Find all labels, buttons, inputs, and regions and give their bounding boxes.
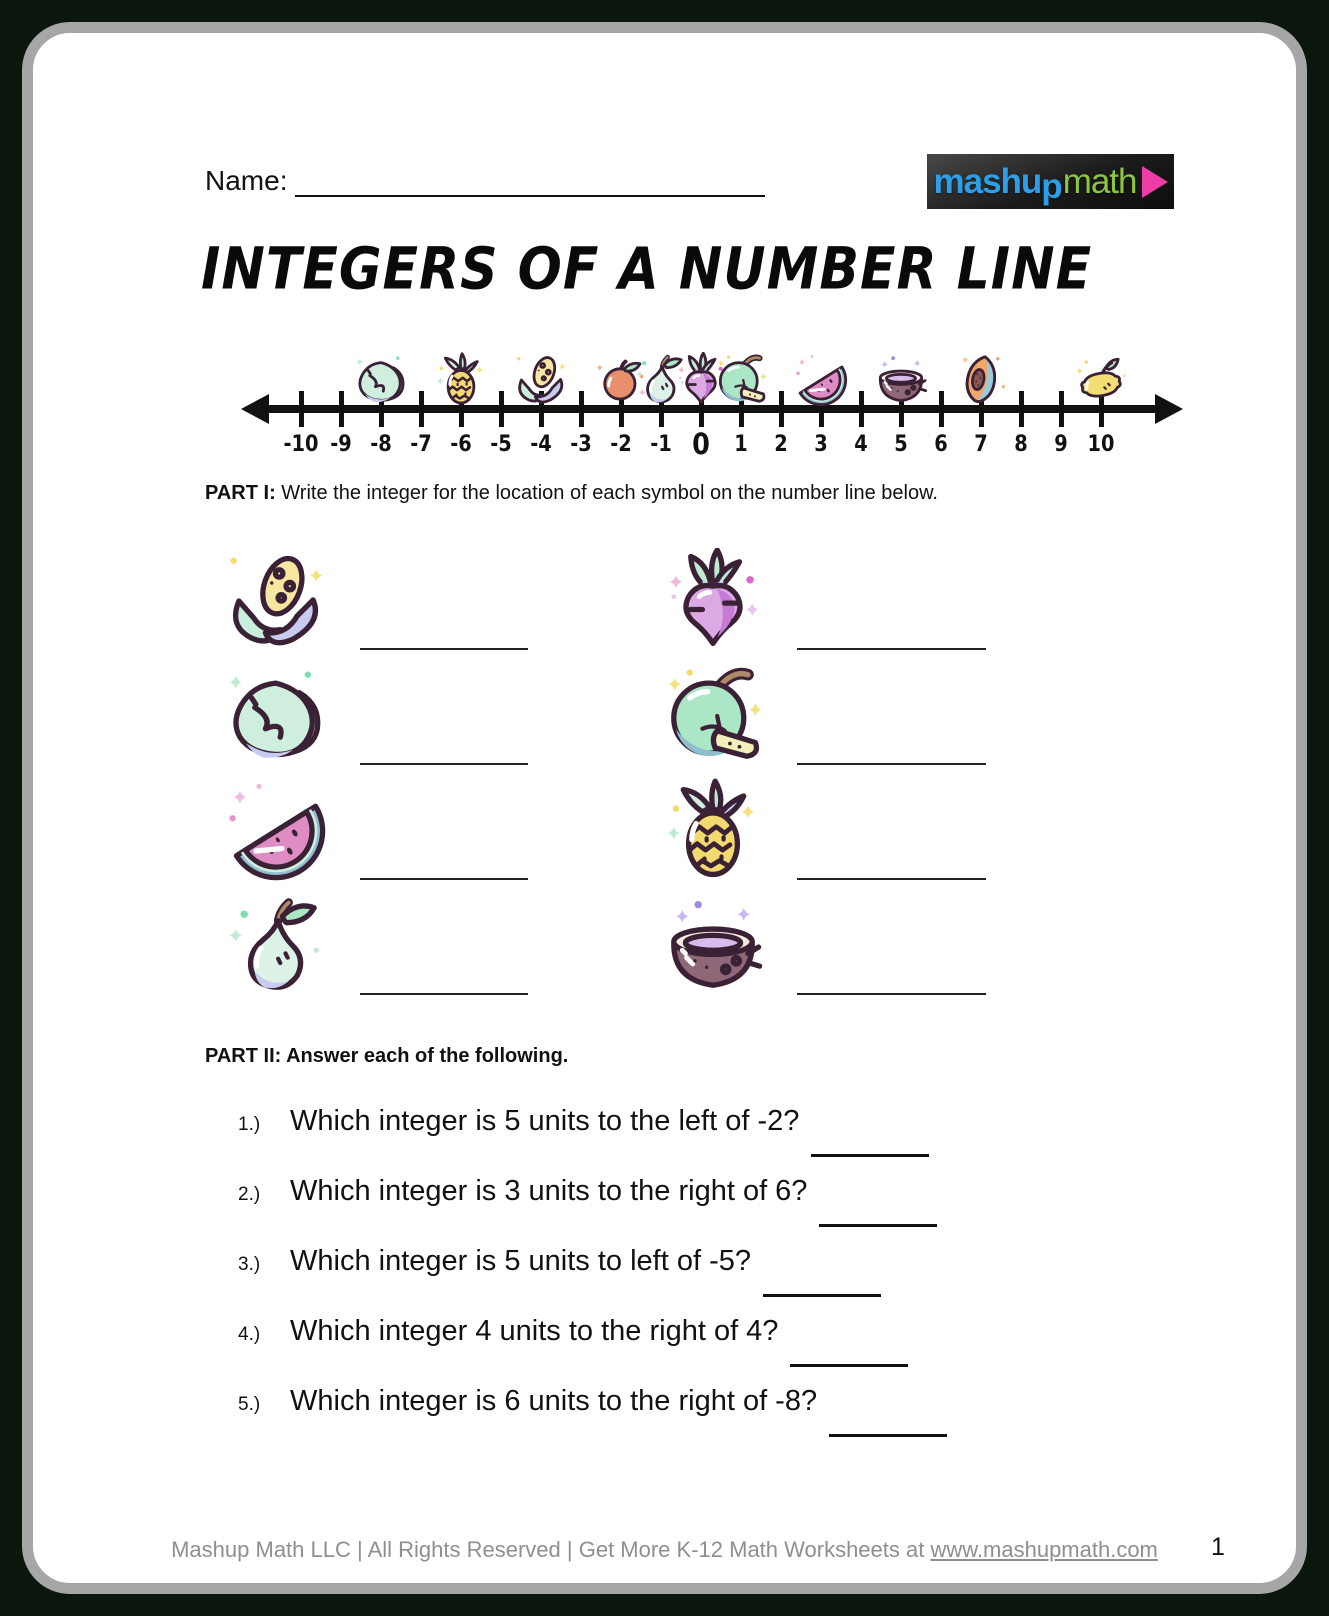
lemon-icon bbox=[1073, 352, 1129, 408]
tick-label: -1 bbox=[650, 432, 672, 457]
radish-icon bbox=[660, 548, 766, 654]
question-text: Which integer 4 units to the right of 4? bbox=[290, 1315, 779, 1347]
question-text: Which integer is 5 units to left of -5? bbox=[290, 1245, 751, 1277]
answer-blank[interactable] bbox=[829, 1434, 947, 1437]
tick-label: 0 bbox=[692, 427, 710, 461]
part1-icon-cell bbox=[653, 778, 773, 884]
part1-row bbox=[216, 541, 528, 656]
part1-icon-cell bbox=[653, 893, 773, 999]
tick-label: 3 bbox=[814, 432, 828, 457]
part1-heading-rest: Write the integer for the location of each symbol on the number line below. bbox=[275, 482, 938, 504]
question-row bbox=[238, 1105, 1088, 1175]
question-row bbox=[238, 1245, 1088, 1315]
question-row bbox=[238, 1385, 1088, 1455]
part1-icon-cell bbox=[216, 548, 336, 654]
question-number: 2.) bbox=[238, 1184, 261, 1205]
answer-blank[interactable] bbox=[790, 1364, 908, 1367]
number-line bbox=[241, 335, 1183, 467]
footer-link[interactable]: www.mashupmath.com bbox=[930, 1537, 1158, 1562]
tick-label: -9 bbox=[330, 432, 352, 457]
right-arrow-icon bbox=[1155, 394, 1183, 424]
part1-row bbox=[216, 886, 528, 1001]
tick-label: 4 bbox=[854, 432, 868, 457]
tick-label: 2 bbox=[774, 432, 788, 457]
tick-label: 6 bbox=[934, 432, 948, 457]
tick-mark bbox=[299, 391, 304, 427]
part1-row bbox=[216, 771, 528, 886]
cabbage-icon bbox=[223, 663, 329, 769]
tick-label: -6 bbox=[450, 432, 472, 457]
answer-blank[interactable] bbox=[763, 1294, 881, 1297]
question-row bbox=[238, 1175, 1088, 1245]
melon-icon bbox=[713, 352, 769, 408]
coconut-icon bbox=[873, 352, 929, 408]
part1-row bbox=[653, 541, 986, 656]
answer-blank[interactable] bbox=[360, 648, 528, 650]
part1-icon-cell bbox=[216, 893, 336, 999]
part1-heading-bold: PART I: bbox=[205, 482, 276, 504]
question-number: 1.) bbox=[238, 1114, 261, 1135]
footer bbox=[33, 1537, 1296, 1563]
answer-blank[interactable] bbox=[797, 763, 986, 765]
part1-heading bbox=[205, 482, 938, 505]
answer-blank[interactable] bbox=[797, 648, 986, 650]
part1-icon-cell bbox=[653, 663, 773, 769]
tick-label: -7 bbox=[410, 432, 432, 457]
footer-text: Mashup Math LLC | All Rights Reserved | Get More K-12 Math Worksheets at bbox=[171, 1537, 925, 1562]
part1-icon-cell bbox=[216, 663, 336, 769]
corn-icon bbox=[223, 548, 329, 654]
answer-blank[interactable] bbox=[360, 878, 528, 880]
question-row bbox=[238, 1315, 1088, 1385]
tick-mark bbox=[419, 391, 424, 427]
left-arrow-icon bbox=[241, 394, 269, 424]
tick-mark bbox=[779, 391, 784, 427]
part2-heading: PART II: Answer each of the following. bbox=[205, 1045, 569, 1067]
cabbage-icon bbox=[353, 352, 409, 408]
worksheet-page bbox=[22, 22, 1307, 1594]
part1-column bbox=[216, 541, 528, 1001]
part1-column bbox=[653, 541, 986, 1001]
tick-label: 9 bbox=[1054, 432, 1068, 457]
coconut-icon bbox=[660, 893, 766, 999]
question-number: 3.) bbox=[238, 1254, 261, 1275]
name-label: Name: bbox=[205, 165, 288, 196]
page-number: 1 bbox=[1211, 1533, 1225, 1561]
tick-label: 1 bbox=[734, 432, 748, 457]
tick-label: -10 bbox=[283, 432, 319, 457]
part1-row bbox=[653, 656, 986, 771]
answer-blank[interactable] bbox=[360, 993, 528, 995]
part1-row bbox=[653, 771, 986, 886]
tick-mark bbox=[339, 391, 344, 427]
tick-label: 10 bbox=[1087, 432, 1115, 457]
answer-blank[interactable] bbox=[360, 763, 528, 765]
name-row bbox=[205, 165, 765, 197]
corn-icon bbox=[513, 352, 569, 408]
tick-mark bbox=[579, 391, 584, 427]
answer-blank[interactable] bbox=[797, 878, 986, 880]
tick-label: -8 bbox=[370, 432, 392, 457]
melon-icon bbox=[660, 663, 766, 769]
question-text: Which integer is 3 units to the right of 6? bbox=[290, 1175, 808, 1207]
answer-blank[interactable] bbox=[797, 993, 986, 995]
tick-label: -2 bbox=[610, 432, 632, 457]
tick-label: -5 bbox=[490, 432, 512, 457]
answer-blank[interactable] bbox=[819, 1224, 937, 1227]
part1-icon-cell bbox=[216, 778, 336, 884]
logo-text-math: math bbox=[1062, 161, 1137, 201]
papaya-icon bbox=[953, 352, 1009, 408]
tick-mark bbox=[499, 391, 504, 427]
question-text: Which integer is 5 units to the left of -2? bbox=[290, 1105, 800, 1137]
name-input-line[interactable] bbox=[295, 167, 765, 197]
part1-icon-cell bbox=[653, 548, 773, 654]
part1-row bbox=[216, 656, 528, 771]
play-triangle-icon bbox=[1142, 166, 1168, 198]
answer-blank[interactable] bbox=[811, 1154, 929, 1157]
question-number: 4.) bbox=[238, 1324, 261, 1345]
mashupmath-logo bbox=[927, 154, 1174, 209]
tick-mark bbox=[1019, 391, 1024, 427]
tick-mark bbox=[859, 391, 864, 427]
pineapple-icon bbox=[660, 778, 766, 884]
pear-icon bbox=[223, 893, 329, 999]
question-text: Which integer is 6 units to the right of -8? bbox=[290, 1385, 818, 1417]
part1-row bbox=[653, 886, 986, 1001]
watermelon-icon bbox=[793, 352, 849, 408]
tick-mark bbox=[1059, 391, 1064, 427]
tick-mark bbox=[939, 391, 944, 427]
logo-text-mashup: mashup bbox=[933, 161, 1062, 206]
tick-label: -4 bbox=[530, 432, 552, 457]
page-title: INTEGERS OF A NUMBER LINE bbox=[201, 236, 1093, 304]
pineapple-icon bbox=[433, 352, 489, 408]
watermelon-icon bbox=[223, 778, 329, 884]
tick-label: 7 bbox=[974, 432, 988, 457]
tick-label: 5 bbox=[894, 432, 908, 457]
part2-questions bbox=[238, 1105, 1088, 1455]
tick-label: 8 bbox=[1014, 432, 1028, 457]
tick-label: -3 bbox=[570, 432, 592, 457]
question-number: 5.) bbox=[238, 1394, 261, 1415]
